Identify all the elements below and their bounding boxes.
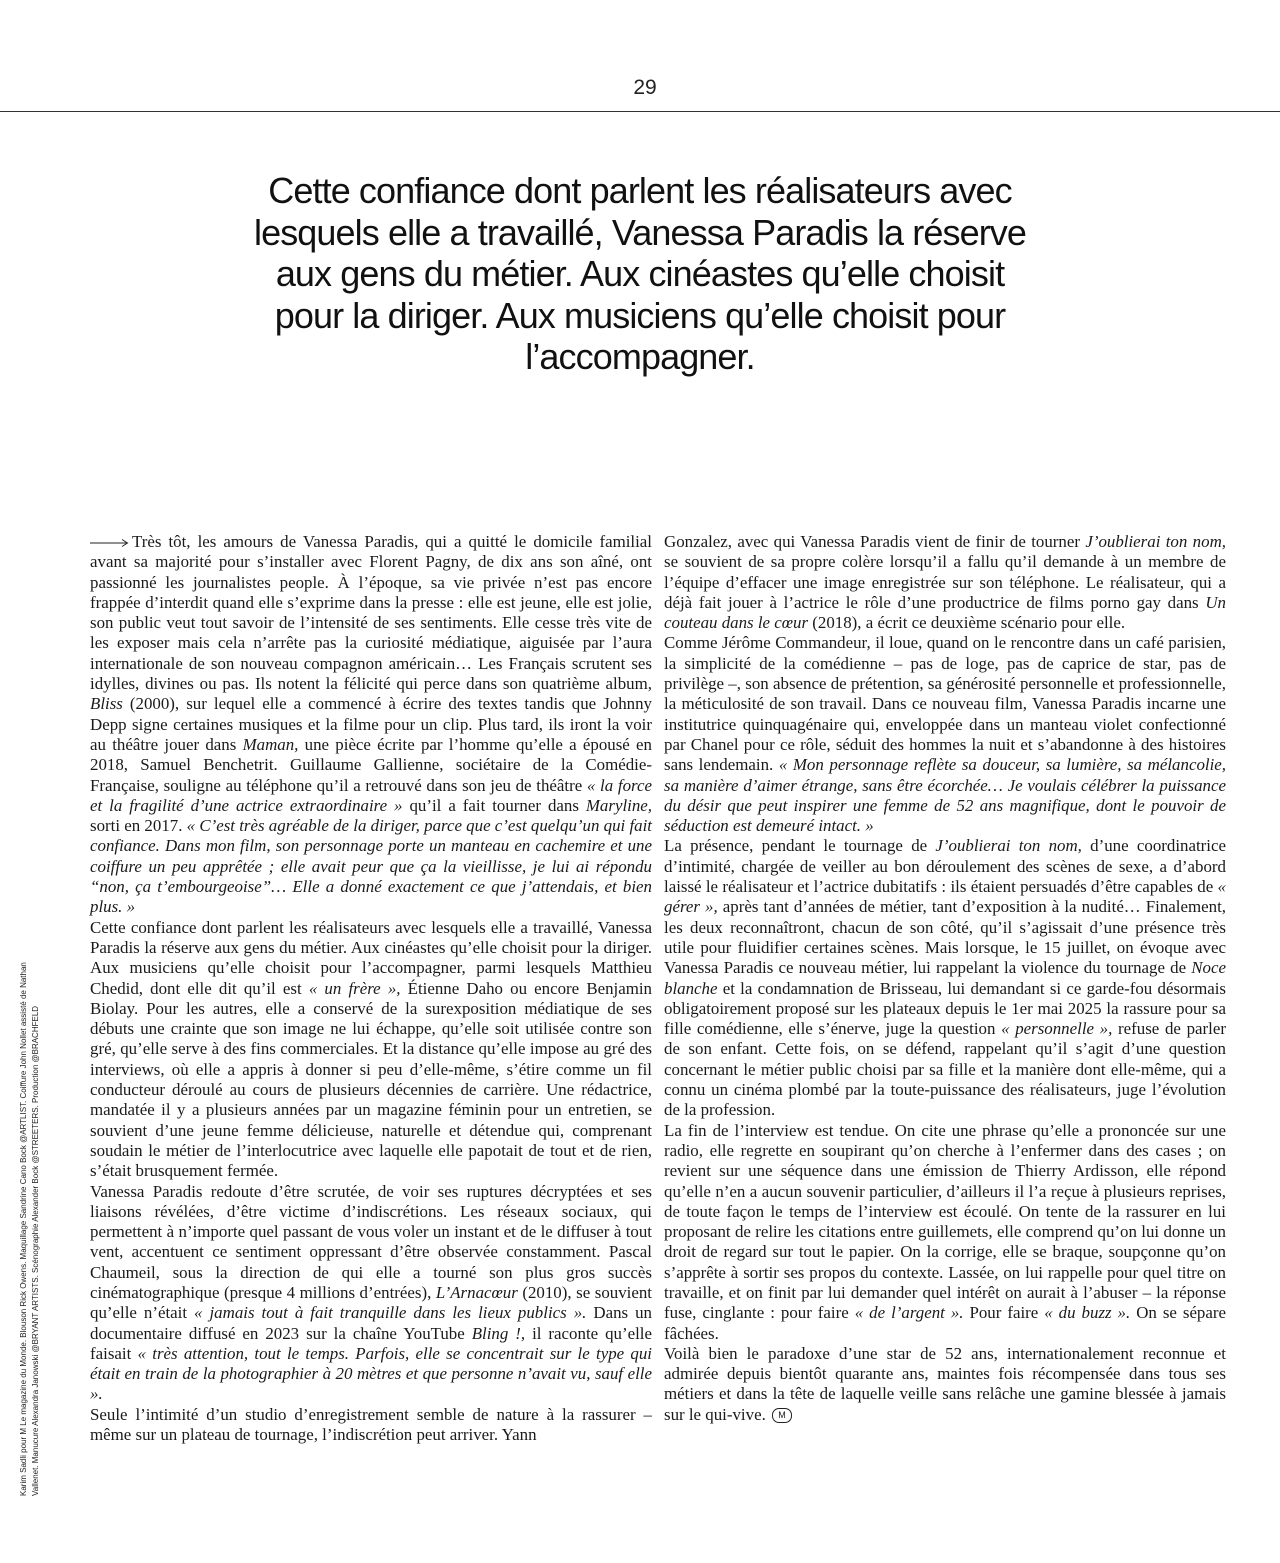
text-segments — [90, 532, 652, 916]
text-segments — [664, 1344, 1226, 1424]
italic-text: « personnelle », — [1001, 1019, 1113, 1039]
credits-line-2: Vallenet. Manucure Alexandra Janowski @BRYANT ARTISTS. Scénographie Alexander Bock @STREETERS. Production @BRACHFELD — [31, 1005, 40, 1496]
body-text: Cette confiance dont parlent les réalisateurs avec lesquels elle a travaillé, Vanessa Paradis la réserve aux gens du métier. Aux cinéastes qu’elle choisit pour la diriger. Aux musiciens qu’elle choisit pour l’accompagner, parmi lesquels Matthieu Chedid, dont elle dit qu’il est — [90, 917, 652, 998]
page-number: 29 — [633, 76, 657, 99]
italic-text: « jamais tout à fait tranquille dans les lieux publics ». — [194, 1303, 587, 1323]
end-of-article-mark: M — [772, 1408, 792, 1423]
italic-text: L’Arnacœur — [435, 1282, 518, 1302]
italic-text: « C’est très agréable de la diriger, parce que c’est quelqu’un qui fait confiance. Dans mon film, son personnage porte un manteau en cachemire et une coiffure un peu apprêtée ; elle avait peur que ça la vieillisse, je lui ai répondu “non, ça t’embourgeoise”… Elle a donné exactement ce que j’attendais, et bien plus. » — [90, 816, 652, 917]
body-text: et la condamnation de Brisseau, lui demandant si ce garde-fou désormais obligatoirement proposé sur les plateaux depuis le 1er mai 2025 la rassure pour sa fille comédienne, elle s’énerve, juge la question — [664, 978, 1226, 1039]
paragraph — [90, 1405, 652, 1446]
credits-line-1: Karim Sadli pour M Le magazine du Monde. Blouson Rick Owens. Maquillage Sandrine Cano Bock @ARTLIST. Coiffure John Nollet assisté de Nathan — [19, 962, 28, 1496]
italic-text: Maryline, — [585, 795, 652, 815]
paragraph — [90, 532, 652, 918]
body-text: La présence, pendant le tournage de — [664, 836, 936, 856]
paragraph — [664, 1121, 1226, 1344]
italic-text: « Mon personnage reflète sa douceur, sa lumière, sa mélancolie, sa manière d’aimer étrange, sans être écorchée… Je voulais célébrer la puissance du désir que peut inspirer une femme de 52 ans magnifique, dont le pouvoir de séduction est demeuré intact. » — [664, 755, 1226, 836]
italic-text: Maman, — [242, 734, 299, 754]
body-text: refuse de parler de son enfant. Cette fois, on se défend, rappelant qu’il s’agit d’une question concernant le métier public choisi par sa fille et la manière dont elle-même, qui a connu un cinéma plombé par la toute-puissance des réalisateurs, juge l’évolution de la profession. — [664, 1019, 1226, 1120]
article-column-left — [90, 532, 652, 1445]
body-text: se souvient de sa propre colère lorsqu’il a fallu qu’il demande à un membre de l’équipe d’effacer une image enregistrée sur son téléphone. Le réalisateur, qui a déjà fait jouer à l’actrice le rôle d’une productrice de films porno gay dans — [664, 552, 1226, 612]
italic-text: Noce blanche — [664, 958, 1226, 998]
body-text: d’une coordinatrice d’intimité, chargée de veiller au bon déroulement des scènes de sexe, a d’abord laissé le réalisateur et l’actrice dubitatifs : ils étaient persuadés d’être capables de — [664, 836, 1226, 897]
paragraph — [90, 1182, 652, 1405]
pull-quote: Cette confiance dont parlent les réalisateurs avec lesquels elle a travaillé, Vanessa Paradis la réserve aux gens du métier. Aux cinéastes qu’elle choisit pour la diriger. Aux musiciens qu’elle choisit pour l’accompagner. — [253, 170, 1027, 377]
body-text: Dans un documentaire diffusé en 2023 sur la chaîne YouTube — [90, 1303, 652, 1343]
body-text: La fin de l’interview est tendue. On cite une phrase qu’elle a prononcée sur une radio, elle regrette en soupirant qu’on cherche à l’enfermer dans des cases ; on revient sur une séquence dans une émission de Thierry Ardisson, elle répond qu’elle n’en a aucun souvenir particulier, d’ailleurs il l’a reçue à plusieurs reprises, de toute façon le temps de l’interview est écoulé. On tente de la rassurer en lui proposant de relire les citations entre guillemets, elle comprend qu’on lui donne un droit de regard sur tout le papier. On la corrige, elle se braque, soupçonne qu’on s’apprête à sortir ses propos du contexte. Lassée, on lui rappelle pour quel titre on travaille, et on finit par lui demander quel intérêt on aurait à l’abuser – la réponse fuse, cinglante : pour faire — [664, 1120, 1226, 1323]
italic-text: « gérer », — [664, 877, 1226, 917]
body-text: après tant d’années de métier, tant d’exposition à la nudité… Finalement, les deux reconnaîtront, chacun de son côté, qu’il s’agissait d’une présence très utile pour fluidifier certaines scènes. Mais lorsque, le 15 juillet, on évoque avec Vanessa Paradis ce nouveau métier, lui rappelant la violence du tournage de — [664, 897, 1226, 978]
paragraph — [664, 532, 1226, 633]
body-text: Gonzalez, avec qui Vanessa Paradis vient de finir de tourner — [664, 532, 1086, 551]
paragraph — [664, 1344, 1226, 1425]
body-text: il raconte qu’elle faisait — [90, 1323, 652, 1363]
italic-text: Bling !, — [471, 1323, 526, 1343]
italic-text: « très attention, tout le temps. Parfois, elle se concentrait sur le type qui était en train de la photographier à 20 mètres et que personne n’avait vu, sauf elle ». — [90, 1343, 653, 1404]
body-text: (2018), a écrit ce deuxième scénario pour elle. — [808, 613, 1126, 633]
body-text: On se sépare fâchées. — [664, 1303, 1226, 1343]
body-text: (2000), sur lequel elle a commencé à écrire des textes tandis que Johnny Depp signe certaines musiques et la filme pour un clip. Plus tard, ils iront la voir au théâtre jouer dans — [90, 694, 652, 754]
body-text: qu’il a fait tourner dans — [402, 795, 586, 815]
italic-text: J’oublierai ton nom, — [1085, 532, 1226, 551]
italic-text: Un couteau dans le cœur — [664, 592, 1226, 633]
top-divider — [0, 111, 1280, 112]
body-text: (2010), se souvient qu’elle n’était — [90, 1282, 652, 1323]
italic-text: J’oublierai ton nom, — [935, 836, 1082, 856]
body-text: Comme Jérôme Commandeur, il loue, quand on le rencontre dans un café parisien, la simplicité de la comédienne – pas de loge, pas de caprice de star, pas de privilège –, son absence de prétention, sa générosité personnelle et professionnelle, la méticulosité de son travail. Dans ce nouveau film, Vanessa Paradis incarne une institutrice quinquagénaire qui, enveloppée dans un manteau violet confectionné par Chanel pour ce rôle, séduit des hommes la nuit et s’abandonne à des histoires sans lendemain. — [664, 633, 1226, 775]
article-column-right — [664, 532, 1226, 1425]
italic-text: « du buzz ». — [1044, 1303, 1131, 1323]
italic-text: « de l’argent ». — [854, 1303, 964, 1323]
body-text: Pour faire — [963, 1303, 1045, 1323]
body-text: Vanessa Paradis redoute d’être scrutée, de voir ses ruptures décryptées et ses liaisons révélées, d’être victime d’indiscrétions. Les réseaux sociaux, qui permettent à n’importe quel passant de vous voler un instant et de le diffuser à tout vent, accentuent ce sentiment oppressant d’être observée constamment. Pascal Chaumeil, sous la direction de qui elle a tourné son plus gros succès cinématographique (presque 4 millions d’entrées), — [90, 1181, 652, 1302]
paragraph — [664, 633, 1226, 836]
body-text: Étienne Daho ou encore Benjamin Biolay. Pour les autres, elle a conservé de la surexposition médiatique de ses débuts une crainte que son image ne lui échappe, qu’elle soit utilisée contre son gré, qu’elle serve à des fins commerciales. Et la distance qu’elle impose au gré des interviews, où elle a appris à donner si peu d’elle-même, s’étire comme un fil conducteur déroulé au cours de plusieurs décennies de carrière. Une rédactrice, mandatée il y a plusieurs années par un magazine féminin pour un entretien, se souvient d’une jeune femme délicieuse, naturelle et détendue qui, comprenant soudain le métier de l’interlocutrice avec laquelle elle papotait de tout et de rien, s’était brusquement fermée. — [90, 978, 652, 1181]
body-text: Très tôt, les amours de Vanessa Paradis, qui a quitté le domicile familial avant sa majorité pour s’installer avec Florent Pagny, de dix ans son aîné, ont passionné les journalistes people. À l’époque, sa vie privée n’est pas encore frappée d’interdit quand elle s’exprime dans la presse : elle est jeune, elle est jolie, son public veut tout savoir de l’intensité de ses sentiments. Elle cesse très vite de les exposer mais cela n’arrête pas la curiosité médiatique, aiguisée par l’aura internationale de son nouveau compagnon américain… Les Français scrutent ses idylles, divines ou pas. Ils notent la félicité qui perce dans son quatrième album, — [90, 532, 652, 694]
italic-text: Bliss — [90, 694, 123, 714]
photo-credits — [18, 836, 42, 1496]
arrow-right-icon — [90, 538, 130, 548]
body-text: sorti en 2017. — [90, 816, 187, 836]
body-text: une pièce écrite par l’homme qu’elle a épousé en 2018, Samuel Benchetrit. Guillaume Gallienne, sociétaire de la Comédie-Française, souligne au téléphone qu’il a retrouvé dans son jeu de théâtre — [90, 734, 652, 795]
italic-text: « la force et la fragilité d’une actrice extraordinaire » — [90, 775, 652, 815]
body-text: Voilà bien le paradoxe d’une star de 52 ans, internationalement reconnue et admirée depuis bientôt quarante ans, maintes fois récompensée dans tous ses métiers et dans la tête de laquelle veille sans relâche une gamine blessée à jamais sur le qui-vive. — [664, 1343, 1226, 1424]
italic-text: « un frère », — [308, 978, 401, 998]
paragraph — [90, 918, 652, 1182]
paragraph — [664, 836, 1226, 1120]
body-text: Seule l’intimité d’un studio d’enregistrement semble de nature à la rassurer – même sur un plateau de tournage, l’indiscrétion peut arriver. Yann — [90, 1404, 652, 1445]
